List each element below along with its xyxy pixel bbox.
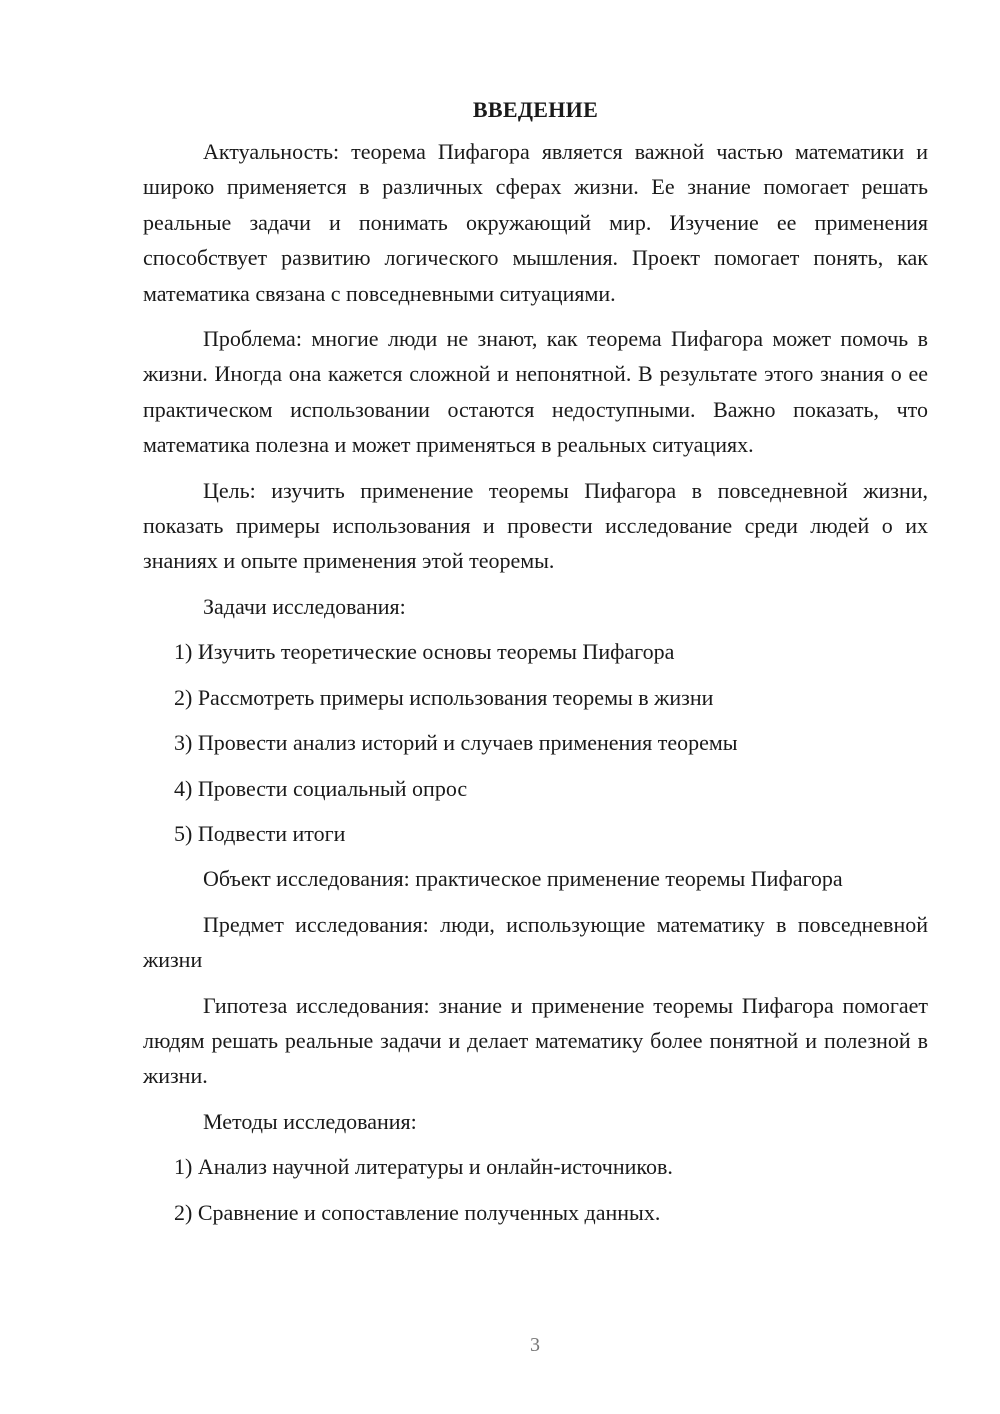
tasks-list (143, 634, 928, 851)
problem-paragraph: Проблема: многие люди не знают, как теорема Пифагора может помочь в жизни. Иногда она кажется сложной и непонятной. В результате этого знания о ее практическом использовании остаются недоступными. Важно показать, что математика полезна и может применяться в реальных ситуациях. (143, 326, 928, 458)
list-item: 4) Провести социальный опрос (174, 775, 468, 801)
methods-list (143, 1149, 928, 1230)
list-item: 2) Сравнение и сопоставление полученных данных. (174, 1199, 661, 1225)
hypothesis-paragraph: Гипотеза исследования: знание и применение теоремы Пифагора помогает людям решать реальные задачи и делает математику более понятной и полезной в жизни. (143, 992, 928, 1089)
list-item: 2) Рассмотреть примеры использования теоремы в жизни (174, 684, 714, 710)
goal-paragraph: Цель: изучить применение теоремы Пифагора в повседневной жизни, показать примеры использования и провести исследование среди людей о их знаниях и опыте применения этой теоремы. (143, 477, 928, 574)
tasks-heading: Задачи исследования: (203, 593, 406, 619)
list-item: 1) Изучить теоретические основы теоремы Пифагора (174, 639, 675, 665)
list-item: 3) Провести анализ историй и случаев применения теоремы (174, 730, 738, 756)
subject-paragraph: Предмет исследования: люди, использующие математику в повседневной жизни (143, 911, 928, 973)
object-paragraph: Объект исследования: практическое применение теоремы Пифагора (203, 866, 843, 892)
list-item: 5) Подвести итоги (174, 820, 346, 846)
section-title: ВВЕДЕНИЕ (472, 97, 599, 122)
methods-heading: Методы исследования: (203, 1108, 417, 1134)
page-number: 3 (530, 1334, 540, 1356)
relevance-paragraph: Актуальность: теорема Пифагора является важной частью математики и широко применяется в различных сферах жизни. Ее знание помогает решать реальные задачи и понимать окружающий мир. Изучение ее применения способствует развитию логического мышления. Проект помогает понять, как математика связана с повседневными ситуациями. (143, 139, 928, 306)
page-content (143, 92, 928, 1240)
list-item: 1) Анализ научной литературы и онлайн-источников. (174, 1154, 673, 1180)
